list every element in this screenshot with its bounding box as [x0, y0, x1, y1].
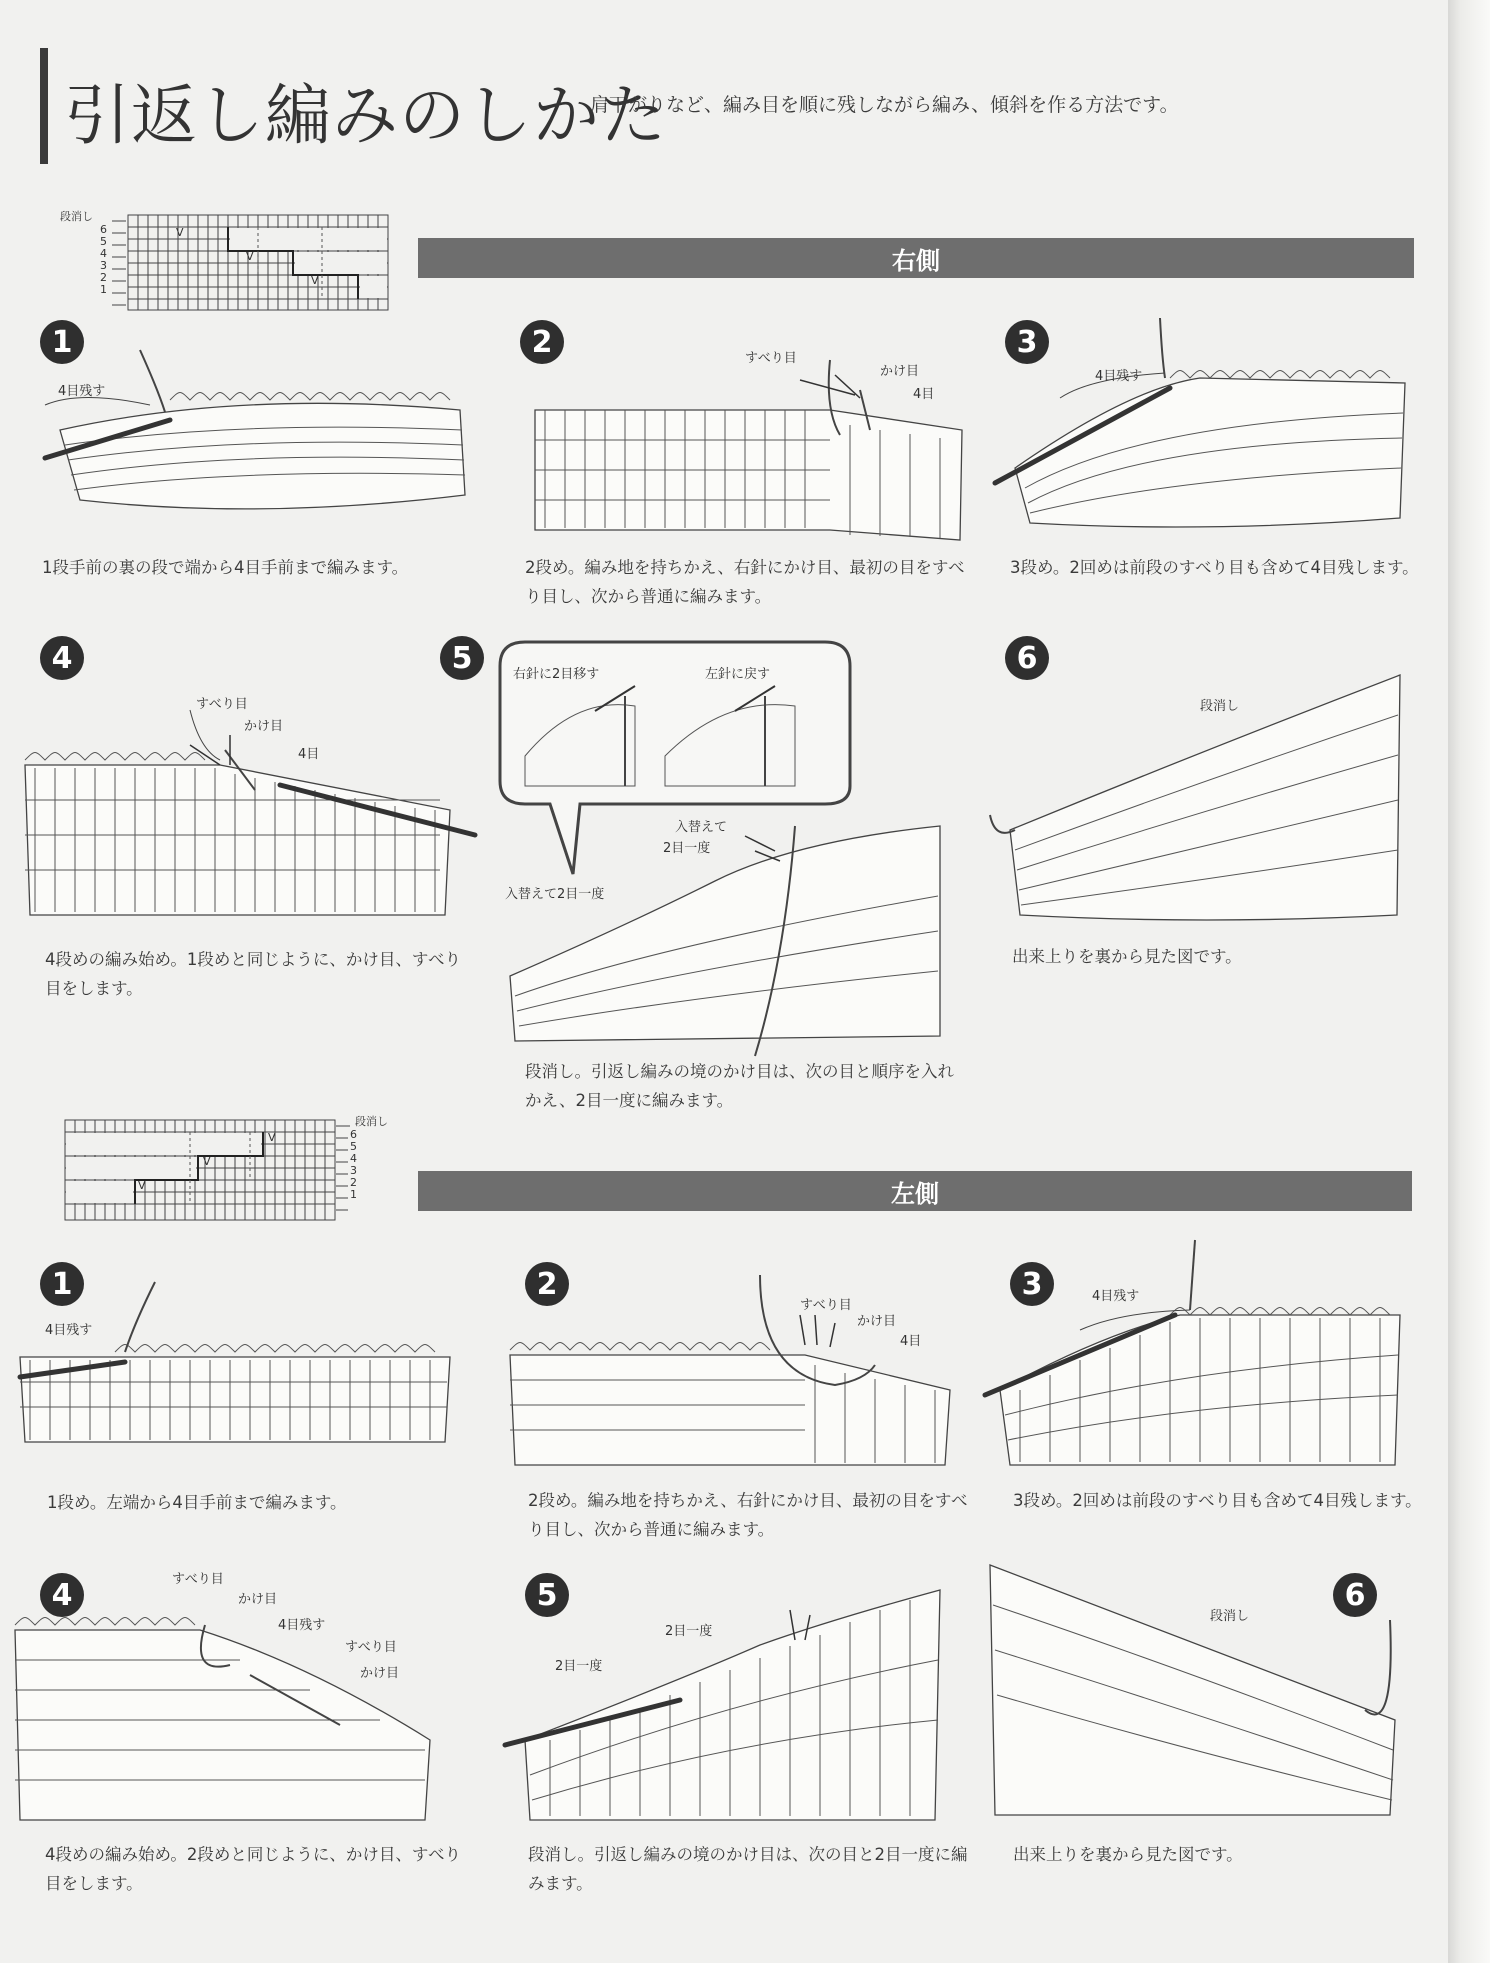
left-step-4-number: 4 — [40, 1573, 84, 1617]
right-chart-row-label: 3 — [100, 259, 107, 272]
right-step-1-number: 1 — [40, 320, 84, 364]
left-step-6-illustration — [985, 1560, 1425, 1825]
left-chart-row-label: 3 — [350, 1164, 357, 1177]
left-chart-row-label: 6 — [350, 1128, 357, 1141]
right-step-6-number: 6 — [1005, 636, 1049, 680]
right-row-chart — [60, 205, 405, 315]
page-title: 引返し編みのしかた — [64, 77, 667, 154]
right-step-5-caption: 段消し。引返し編みの境のかけ目は、次の目と順序を入れかえ、2目一度に編みます。 — [525, 1062, 954, 1110]
r4-label-yarnover: かけ目 — [244, 719, 284, 734]
right-step-1-illustration — [40, 350, 470, 525]
left-step-4-illustration — [10, 1565, 450, 1825]
left-row-chart — [60, 1110, 405, 1220]
l1-label-leave: 4目残す — [45, 1323, 93, 1338]
r1-label-leave: 4目残す — [58, 384, 106, 399]
r2-label-yarnover: かけ目 — [880, 364, 920, 379]
right-chart-row-label: 4 — [100, 247, 107, 260]
left-chart-row-label: 2 — [350, 1176, 357, 1189]
right-step-2-number: 2 — [520, 320, 564, 364]
l2-label-4st: 4目 — [900, 1334, 922, 1349]
left-step-3-caption: 3段め。2回めは前段のすべり目も含めて4目残します。 — [1013, 1491, 1422, 1510]
r4-label-4st: 4目 — [298, 747, 320, 762]
left-chart-v-mark: V — [138, 1179, 146, 1192]
title-accent-bar — [40, 48, 48, 164]
l4-label-yarnover-2: かけ目 — [360, 1666, 400, 1681]
l4-label-yarnover: かけ目 — [238, 1592, 278, 1607]
right-step-4-number: 4 — [40, 636, 84, 680]
right-step-3-illustration — [990, 318, 1420, 548]
right-chart-v-mark: V — [311, 274, 319, 287]
right-step-5-illustration — [495, 636, 965, 1056]
left-step-1-illustration — [15, 1282, 455, 1447]
left-step-5-caption: 段消し。引返し編みの境のかけ目は、次の目と2目一度に編みます。 — [528, 1845, 968, 1893]
right-step-3-caption: 3段め。2回めは前段のすべり目も含めて4目残します。 — [1010, 558, 1419, 577]
l4-label-slip: すべり目 — [172, 1572, 224, 1587]
left-section-band: 左側 — [418, 1171, 1412, 1211]
r4-label-slip: すべり目 — [196, 697, 248, 712]
left-step-2-illustration — [505, 1275, 955, 1470]
l4-label-slip-2: すべり目 — [345, 1640, 397, 1655]
right-chart-row-label: 5 — [100, 235, 107, 248]
right-step-1-caption: 1段手前の裏の段で端から4目手前まで編みます。 — [42, 558, 409, 577]
l3-label-leave: 4目残す — [1092, 1289, 1140, 1304]
left-chart-v-mark: V — [203, 1155, 211, 1168]
right-step-3-number: 3 — [1005, 320, 1049, 364]
right-step-2-caption: 2段め。編み地を持ちかえ、右針にかけ目、最初の目をすべり目し、次から普通に編みます。 — [525, 558, 965, 606]
left-chart-row-label: 4 — [350, 1152, 357, 1165]
left-chart-top-label: 段消し — [355, 1115, 388, 1128]
left-step-1-number: 1 — [40, 1262, 84, 1306]
left-step-2-number: 2 — [525, 1262, 569, 1306]
l5-label-k2tog-2: 2目一度 — [555, 1659, 603, 1674]
r2-label-4st: 4目 — [913, 387, 935, 402]
left-step-6-caption: 出来上りを裏から見た図です。 — [1013, 1845, 1243, 1864]
right-step-6-caption: 出来上りを裏から見た図です。 — [1012, 947, 1242, 966]
left-chart-v-mark: V — [268, 1131, 276, 1144]
l4-label-leave: 4目残す — [278, 1618, 326, 1633]
r2-label-slip: すべり目 — [745, 351, 797, 366]
right-section-band: 右側 — [418, 238, 1414, 278]
right-chart-row-label: 2 — [100, 271, 107, 284]
left-chart-row-label: 5 — [350, 1140, 357, 1153]
right-step-2-illustration — [530, 350, 970, 550]
right-step-5-number: 5 — [440, 636, 484, 680]
r5-label-return-left: 左針に戻す — [705, 667, 771, 682]
left-step-1-caption: 1段め。左端から4目手前まで編みます。 — [47, 1493, 347, 1512]
r5-label-move-right: 右針に2目移す — [513, 667, 600, 682]
page-edge — [1448, 0, 1490, 1963]
l6-label-bindoff: 段消し — [1210, 1609, 1250, 1624]
left-step-2-caption: 2段め。編み地を持ちかえ、右針にかけ目、最初の目をすべり目し、次から普通に編みます。 — [528, 1491, 968, 1539]
right-chart-v-mark: V — [176, 226, 184, 239]
left-step-4-caption: 4段めの編み始め。2段めと同じように、かけ目、すべり目をします。 — [45, 1845, 462, 1893]
left-step-5-illustration — [500, 1580, 950, 1825]
left-step-5-number: 5 — [525, 1573, 569, 1617]
l5-label-k2tog: 2目一度 — [665, 1624, 713, 1639]
r5-label-swap-k2tog: 入替えて2目一度 — [505, 887, 605, 902]
r6-label-bindoff: 段消し — [1200, 699, 1240, 714]
left-step-6-number: 6 — [1333, 1573, 1377, 1617]
left-chart-row-label: 1 — [350, 1188, 357, 1201]
right-chart-row-label: 6 — [100, 223, 107, 236]
left-step-3-number: 3 — [1010, 1262, 1054, 1306]
right-chart-v-mark: V — [246, 250, 254, 263]
left-step-3-illustration — [980, 1240, 1420, 1470]
right-chart-row-label: 1 — [100, 283, 107, 296]
right-step-4-illustration — [20, 690, 480, 920]
l2-label-yarnover: かけ目 — [857, 1314, 897, 1329]
right-step-4-caption: 4段めの編み始め。1段めと同じように、かけ目、すべり目をします。 — [45, 950, 462, 998]
r5-label-k2tog: 2目一度 — [663, 841, 711, 856]
l2-label-slip: すべり目 — [800, 1298, 852, 1313]
r3-label-leave: 4目残す — [1095, 369, 1143, 384]
r5-label-swap: 入替えて — [675, 820, 728, 835]
right-step-6-illustration — [985, 670, 1425, 930]
right-chart-top-label: 段消し — [60, 210, 93, 223]
page-subtitle: 肩下がりなど、編み目を順に残しながら編み、傾斜を作る方法です。 — [590, 94, 1179, 116]
